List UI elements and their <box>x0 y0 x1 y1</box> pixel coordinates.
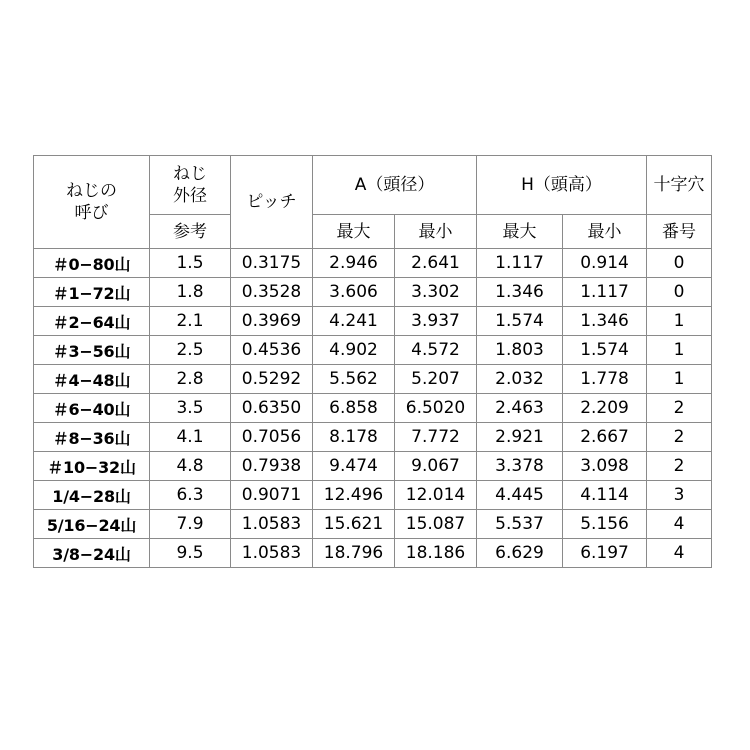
designation-cell: ＃0−80山 <box>34 249 150 278</box>
designation-cell: ＃6−40山 <box>34 394 150 423</box>
table-body <box>34 249 712 568</box>
outer-dia-cell: 4.1 <box>150 423 231 452</box>
h-min-cell: 5.156 <box>563 510 647 539</box>
outer-dia-cell: 9.5 <box>150 539 231 568</box>
header-outer-dia-line1: ねじ <box>173 164 207 184</box>
table-row <box>34 481 712 510</box>
h-max-cell: 4.445 <box>477 481 563 510</box>
a-min-cell: 3.302 <box>395 278 477 307</box>
screw-spec-table <box>33 155 712 568</box>
outer-dia-cell: 2.1 <box>150 307 231 336</box>
header-h-max: 最大 <box>477 215 563 249</box>
header-designation <box>34 156 150 249</box>
outer-dia-cell: 2.5 <box>150 336 231 365</box>
outer-dia-cell: 3.5 <box>150 394 231 423</box>
h-min-cell: 2.209 <box>563 394 647 423</box>
h-min-cell: 0.914 <box>563 249 647 278</box>
table-row <box>34 452 712 481</box>
recess-number-cell: 0 <box>647 278 712 307</box>
a-max-cell: 12.496 <box>313 481 395 510</box>
recess-number-cell: 2 <box>647 394 712 423</box>
pitch-cell: 0.3175 <box>231 249 313 278</box>
pitch-cell: 1.0583 <box>231 539 313 568</box>
table-row <box>34 365 712 394</box>
designation-cell: ＃1−72山 <box>34 278 150 307</box>
table-row <box>34 278 712 307</box>
a-min-cell: 2.641 <box>395 249 477 278</box>
table-row <box>34 394 712 423</box>
pitch-cell: 0.6350 <box>231 394 313 423</box>
h-min-cell: 6.197 <box>563 539 647 568</box>
recess-number-cell: 0 <box>647 249 712 278</box>
pitch-cell: 0.9071 <box>231 481 313 510</box>
a-max-cell: 4.902 <box>313 336 395 365</box>
designation-cell: ＃3−56山 <box>34 336 150 365</box>
h-min-cell: 1.574 <box>563 336 647 365</box>
recess-number-cell: 1 <box>647 336 712 365</box>
a-max-cell: 3.606 <box>313 278 395 307</box>
designation-cell: 5/16−24山 <box>34 510 150 539</box>
a-max-cell: 8.178 <box>313 423 395 452</box>
h-min-cell: 1.346 <box>563 307 647 336</box>
a-min-cell: 4.572 <box>395 336 477 365</box>
header-h-min: 最小 <box>563 215 647 249</box>
a-max-cell: 2.946 <box>313 249 395 278</box>
a-min-cell: 9.067 <box>395 452 477 481</box>
outer-dia-cell: 2.8 <box>150 365 231 394</box>
recess-number-cell: 3 <box>647 481 712 510</box>
pitch-cell: 0.3969 <box>231 307 313 336</box>
h-min-cell: 4.114 <box>563 481 647 510</box>
table-row <box>34 539 712 568</box>
a-max-cell: 4.241 <box>313 307 395 336</box>
h-min-cell: 2.667 <box>563 423 647 452</box>
outer-dia-cell: 4.8 <box>150 452 231 481</box>
a-min-cell: 15.087 <box>395 510 477 539</box>
pitch-cell: 0.4536 <box>231 336 313 365</box>
pitch-cell: 0.7056 <box>231 423 313 452</box>
recess-number-cell: 4 <box>647 510 712 539</box>
h-min-cell: 1.778 <box>563 365 647 394</box>
a-min-cell: 5.207 <box>395 365 477 394</box>
a-min-cell: 7.772 <box>395 423 477 452</box>
a-min-cell: 3.937 <box>395 307 477 336</box>
a-max-cell: 15.621 <box>313 510 395 539</box>
table-row <box>34 336 712 365</box>
header-reference: 参考 <box>150 215 231 249</box>
h-max-cell: 1.346 <box>477 278 563 307</box>
h-max-cell: 2.921 <box>477 423 563 452</box>
h-max-cell: 2.032 <box>477 365 563 394</box>
h-max-cell: 6.629 <box>477 539 563 568</box>
designation-cell: 3/8−24山 <box>34 539 150 568</box>
recess-number-cell: 2 <box>647 423 712 452</box>
header-number: 番号 <box>647 215 712 249</box>
designation-cell: 1/4−28山 <box>34 481 150 510</box>
designation-cell: ＃8−36山 <box>34 423 150 452</box>
table-row <box>34 423 712 452</box>
a-min-cell: 18.186 <box>395 539 477 568</box>
h-max-cell: 1.117 <box>477 249 563 278</box>
h-max-cell: 1.574 <box>477 307 563 336</box>
h-max-cell: 1.803 <box>477 336 563 365</box>
a-max-cell: 5.562 <box>313 365 395 394</box>
outer-dia-cell: 1.5 <box>150 249 231 278</box>
h-max-cell: 3.378 <box>477 452 563 481</box>
h-min-cell: 1.117 <box>563 278 647 307</box>
header-h-head-height: H（頭高） <box>477 156 647 215</box>
designation-cell: ＃10−32山 <box>34 452 150 481</box>
h-max-cell: 2.463 <box>477 394 563 423</box>
pitch-cell: 0.3528 <box>231 278 313 307</box>
table-row <box>34 510 712 539</box>
header-a-min: 最小 <box>395 215 477 249</box>
header-a-max: 最大 <box>313 215 395 249</box>
h-min-cell: 3.098 <box>563 452 647 481</box>
recess-number-cell: 2 <box>647 452 712 481</box>
a-max-cell: 18.796 <box>313 539 395 568</box>
a-max-cell: 6.858 <box>313 394 395 423</box>
header-outer-dia-line2: 外径 <box>173 186 207 206</box>
header-designation-line2: 呼び <box>74 203 109 223</box>
table-row <box>34 249 712 278</box>
a-max-cell: 9.474 <box>313 452 395 481</box>
h-max-cell: 5.537 <box>477 510 563 539</box>
designation-cell: ＃2−64山 <box>34 307 150 336</box>
recess-number-cell: 1 <box>647 365 712 394</box>
outer-dia-cell: 1.8 <box>150 278 231 307</box>
header-outer-dia <box>150 156 231 215</box>
header-pitch: ピッチ <box>231 156 313 249</box>
pitch-cell: 1.0583 <box>231 510 313 539</box>
outer-dia-cell: 7.9 <box>150 510 231 539</box>
header-cross-recess: 十字穴 <box>647 156 712 215</box>
designation-cell: ＃4−48山 <box>34 365 150 394</box>
header-designation-line1: ねじの <box>66 181 117 201</box>
a-min-cell: 6.5020 <box>395 394 477 423</box>
pitch-cell: 0.5292 <box>231 365 313 394</box>
a-min-cell: 12.014 <box>395 481 477 510</box>
table-row <box>34 307 712 336</box>
recess-number-cell: 1 <box>647 307 712 336</box>
recess-number-cell: 4 <box>647 539 712 568</box>
outer-dia-cell: 6.3 <box>150 481 231 510</box>
pitch-cell: 0.7938 <box>231 452 313 481</box>
header-a-head-dia: A（頭径） <box>313 156 477 215</box>
